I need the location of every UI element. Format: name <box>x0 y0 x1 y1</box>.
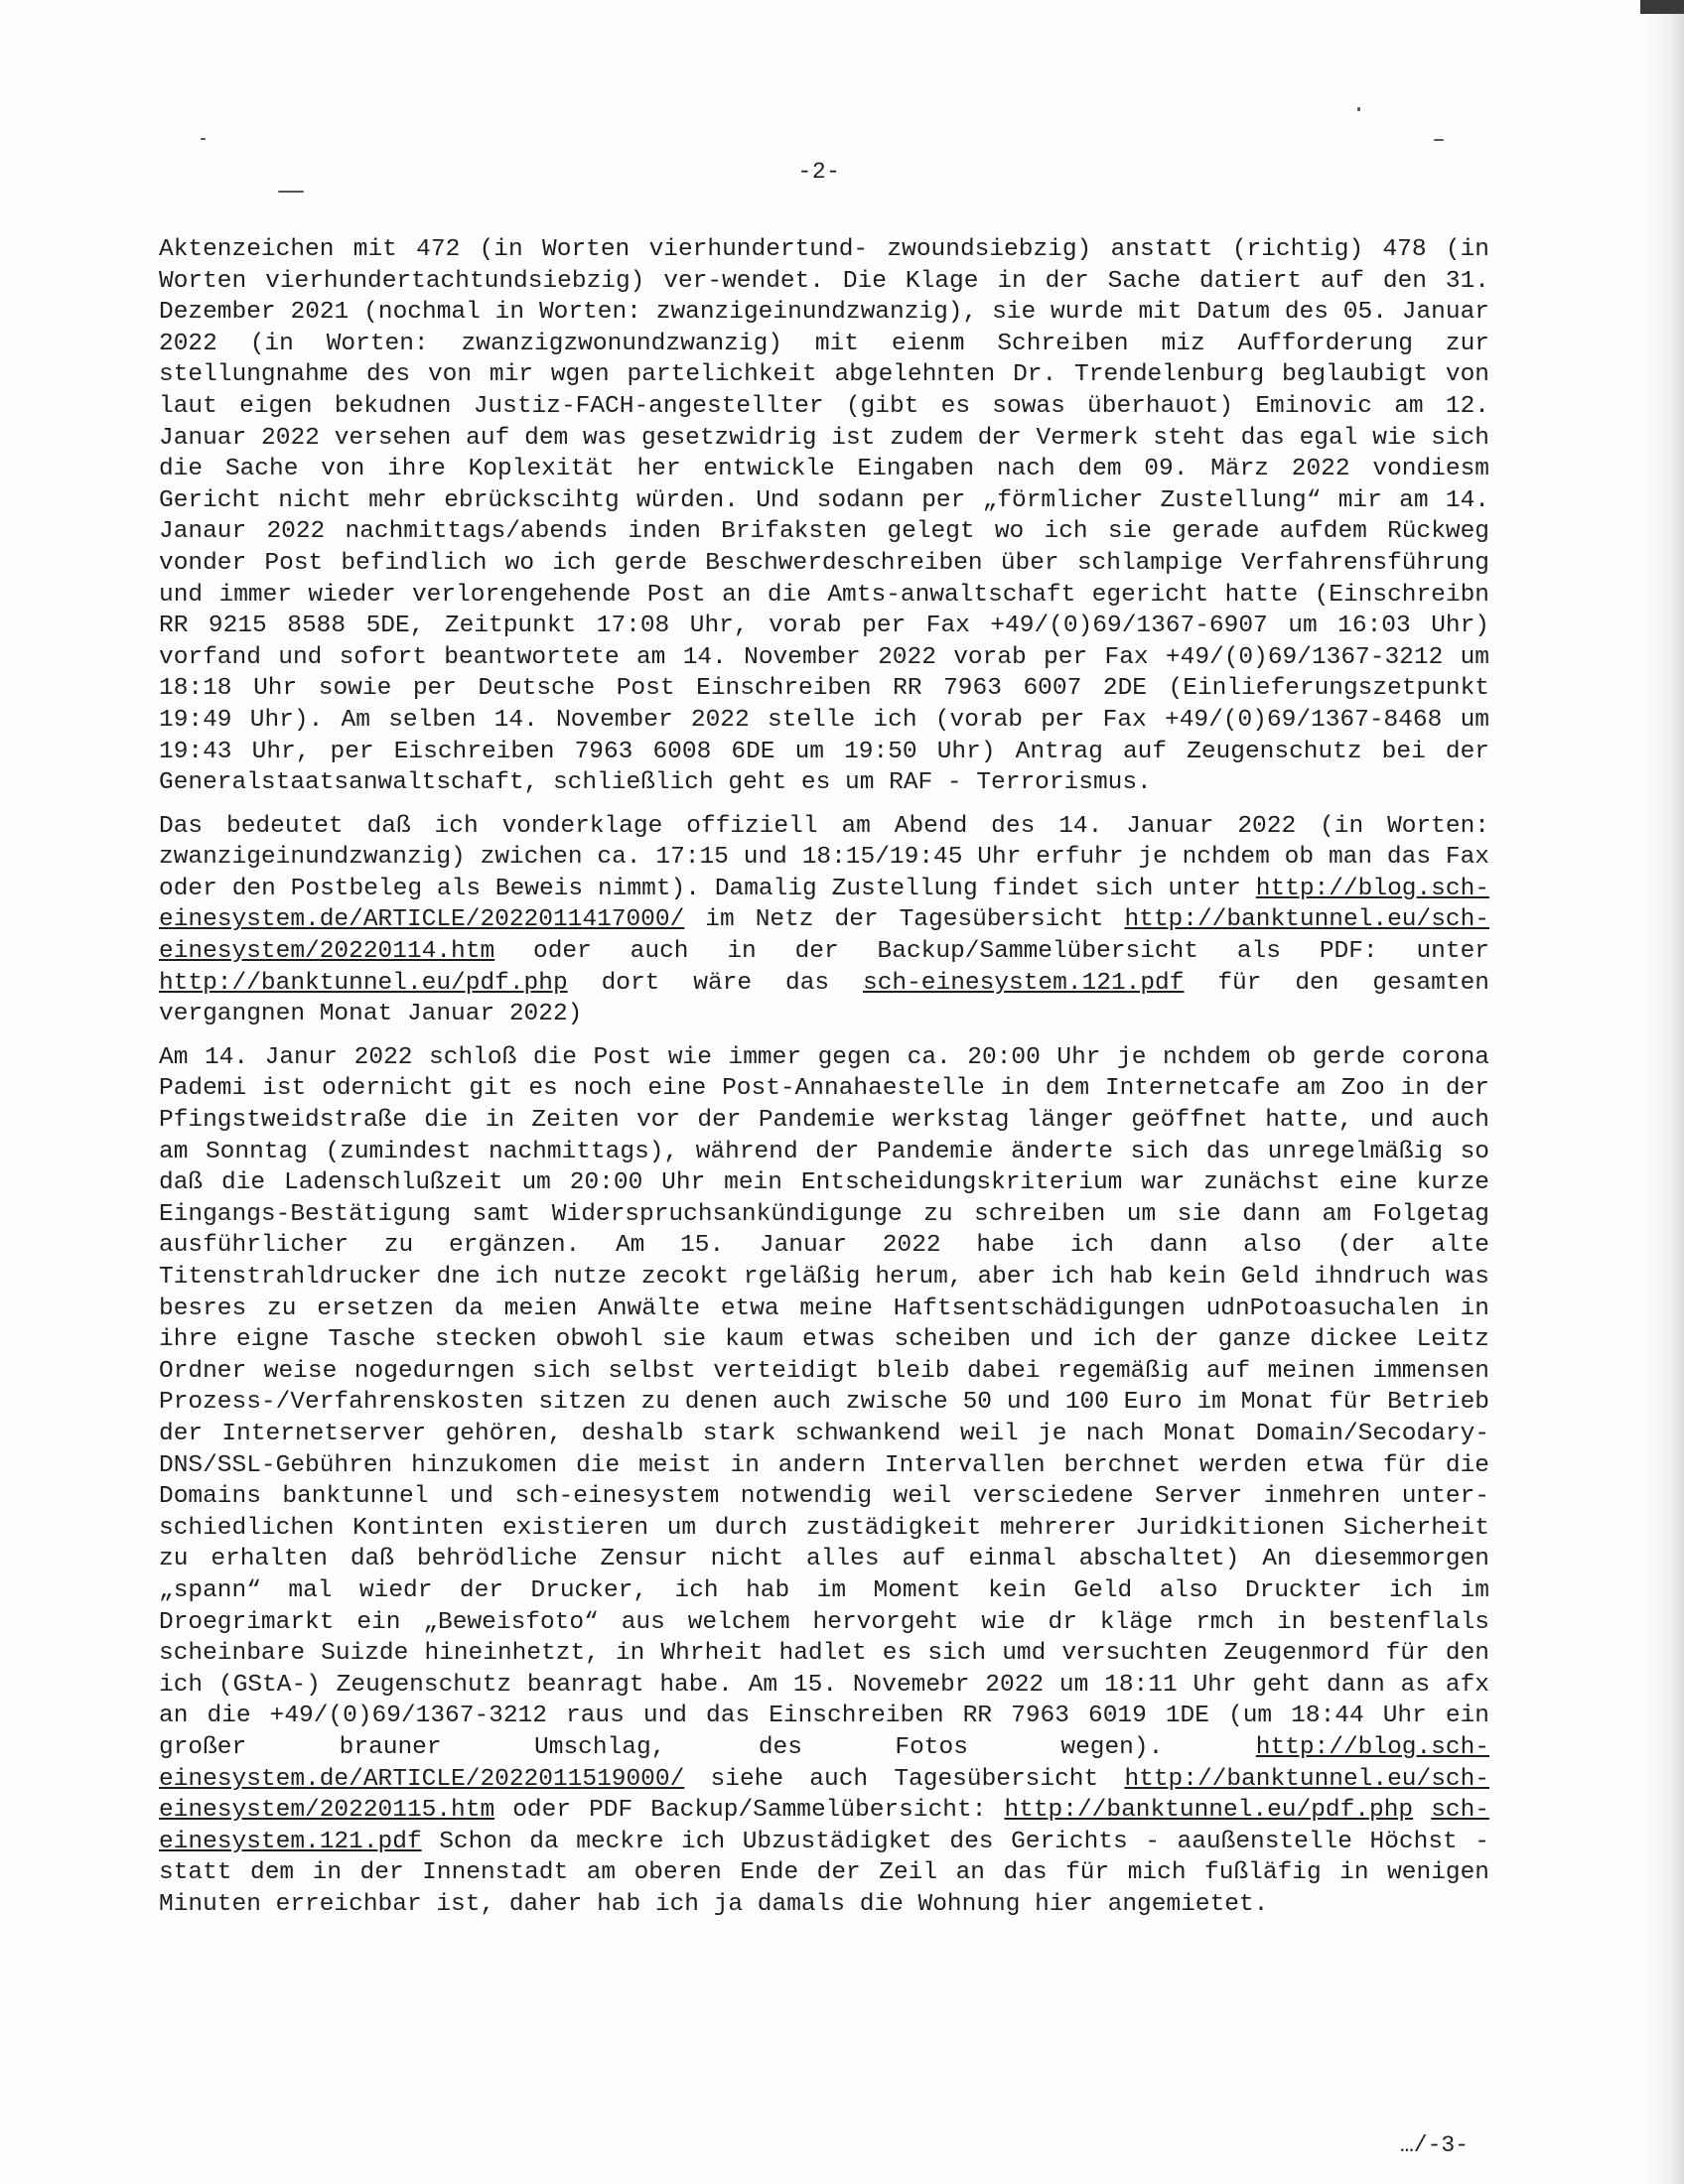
paragraph-text: Das bedeutet daß ich vonderklage offiziell am Abend des 14. Januar 2022 (in Worten: zwanzigeinundzwanzig) zwichen ca. 17:15 und 18:15/19:45 Uhr erfuhr je nchdem ob man das Fax oder den Postbeleg als Beweis nimmt). Damalig Zustellung findet sich unter <box>159 812 1489 902</box>
blog-article-link[interactable]: http://blog.sch-einesystem.de/ARTICLE/2022011417000/ <box>159 875 1489 934</box>
scan-corner-shadow <box>1640 0 1684 14</box>
paragraph-text: oder auch in der Backup/Sammelübersicht als PDF: unter <box>494 938 1489 966</box>
scan-speck <box>1434 139 1444 141</box>
paragraph-3 <box>159 1042 1489 1921</box>
pdf-backup-link[interactable]: http://banktunnel.eu/pdf.php <box>1004 1797 1414 1825</box>
continuation-marker: …/-3- <box>1400 2132 1470 2158</box>
scan-speck <box>1357 107 1360 111</box>
paragraph-text: im Netz der Tagesübersicht <box>684 906 1125 934</box>
daily-overview-link[interactable]: http://banktunnel.eu/sch-einesystem/20220114.htm <box>159 906 1489 966</box>
scan-speck <box>278 191 304 193</box>
paragraph-text: Am 14. Janur 2022 schloß die Post wie immer gegen ca. 20:00 Uhr je nchdem ob gerde corona Pademi ist odernicht git es noch eine Post-Annahaestelle in dem Internetcafe am Zoo in der Pfingstweidstraße die in Zeiten vor der Pandemie werkstag länger geöffnet hatte, und auch am Sonntag (zumindest nachmittags), während der Pandemie änderte sich das unregelmäßig so daß die Ladenschlußzeit um 20:00 Uhr mein Entscheidungskriterium war zunächst eine kurze Eingangs-Bestätigung samt Widerspruchsankündigunge zu schreiben um sie dann am Folgetag ausführlicher zu ergänzen. Am 15. Januar 2022 habe ich dann also (der alte Titenstrahldrucker dne ich nutze zecokt rgeläßig herum, aber ich hab kein Geld ihndruch was besres zu ersetzen da meien Anwälte etwa meine Haftsentschädigungen udnPotoasuchalen in ihre eigne Tasche stecken obwohl sie kaum etwas scheiben und ich der ganze dickee Leitz Ordner weise nogedurngen sich selbst verteidigt bleib dabei regemäßig auf meinen immensen Prozess-/Verfahrenskosten sitzen zu denen auch zwische 50 und 100 Euro im Monat für Betrieb der Internetserver gehören, deshalb stark schwankend weil je nach Monat Domain/Secodary-DNS/SSL-Gebühren hinzukomen die meist in andern Intervallen berchnet werden etwa für die Domains banktunnel und sch-einesystem notwendig weil versciedene Server inmehren unter-schiedlichen Kontinten existieren um durch zustädigkeit mehrerer Juridkitionen Sicherheit zu erhalten daß behrödliche Zensur nicht alles auf einmal abschaltet) An diesemmorgen „spann“ mal wiedr der Drucker, ich hab im Moment kein Geld also Druckter ich im Droegrimarkt ein „Beweisfoto“ aus welchem hervorgeht wie dr kläge rmch in bestenflals scheinbare Suizde hineinhetzt, in Whrheit hadlet es sich umd versuchten Zeugenmord für den ich (GStA-) Zeugenschutz beanragt habe. Am 15. Novemebr 2022 um 18:11 Uhr geht dann as afx an die +49/(0)69/1367-3212 raus und das Einschreiben RR 7963 6019 1DE (um 18:44 Uhr ein großer brauner Umschlag, des Fotos wegen). <box>159 1043 1489 1761</box>
pdf-file-link[interactable]: sch-einesystem.121.pdf <box>863 969 1185 997</box>
scan-page-edge <box>1644 0 1684 2184</box>
blog-article-link[interactable]: http://blog.sch-einesystem.de/ARTICLE/2022011519000/ <box>159 1733 1489 1793</box>
page-number: -2- <box>797 159 841 185</box>
scan-speck <box>201 138 206 140</box>
paragraph-text: Schon da meckre ich Ubzustädigket des Gerichts - aaußenstelle Höchst - statt dem in der Innenstadt am oberen Ende der Zeil an das für mich fußläfig in wenigen Minuten erreichbar ist, daher hab ich ja damals die Wohnung hier angemietet. <box>159 1828 1489 1918</box>
pdf-file-link[interactable]: sch-einesystem.121.pdf <box>159 1797 1489 1855</box>
paragraph-text: oder PDF Backup/Sammelübersicht: <box>494 1797 1005 1825</box>
paragraph-text: dort wäre das <box>567 969 863 997</box>
daily-overview-link[interactable]: http://banktunnel.eu/sch-einesystem/20220115.htm <box>159 1765 1489 1825</box>
pdf-backup-link[interactable]: http://banktunnel.eu/pdf.php <box>159 969 568 997</box>
paragraph-text <box>1413 1797 1431 1824</box>
paragraph-1: Aktenzeichen mit 472 (in Worten vierhundertund- zwoundsiebzig) anstatt (richtig) 478 (in Worten vierhundertachtundsiebzig) ver-wendet. Die Klage in der Sache datiert auf den 31. Dezember 2021 (nochmal in Worten: zwanzigeinundzwanzig), sie wurde mit Datum des 05. Januar 2022 (in Worten: zwanzigzwonundzwanzig) mit eienm Schreiben miz Aufforderung zur stellungnahme des von mir wgen partelichkeit abgelehnten Dr. Trendelenburg beglaubigt von laut eigen bekudnen Justiz-FACH-angestellter (gibt es sowas überhauot) Eminovic am 12. Januar 2022 versehen auf dem was gesetzwidrig ist zudem der Vermerk steht das egal wie sich die Sache von ihre Koplexität her entwickle Eingaben nach dem 09. März 2022 vondiesm Gericht nicht mehr ebrückscihtg würden. Und sodann per „förmlicher Zustellung“ mir am 14. Janaur 2022 nachmittags/abends inden Brifaksten gelegt wo ich sie gerade aufdem Rückweg vonder Post befindlich wo ich gerde Beschwerdeschreiben über schlampige Verfahrensführung und immer wieder verlorengehende Post an die Amts-anwaltschaft egericht hatte (Einschreibn RR 9215 8588 5DE, Zeitpunkt 17:08 Uhr, vorab per Fax +49/(0)69/1367-6907 um 16:03 Uhr) vorfand und sofort beantwortete am 14. November 2022 vorab per Fax +49/(0)69/1367-3212 um 18:18 Uhr sowie per Deutsche Post Einschreiben RR 7963 6007 2DE (Einlieferungszetpunkt 19:49 Uhr). Am selben 14. November 2022 stelle ich (vorab per Fax +49/(0)69/1367-8468 um 19:43 Uhr, per Eischreiben 7963 6008 6DE um 19:50 Uhr) Antrag auf Zeugenschutz bei der Generalstaatsanwaltschaft, schließlich geht es um RAF - Terrorismus. <box>159 236 1489 797</box>
paragraph-2 <box>159 811 1489 1030</box>
paragraph-text: für den gesamten vergangnen Monat Januar 2022) <box>159 969 1489 1028</box>
letter-body <box>159 234 1489 1932</box>
paragraph-text: siehe auch Tagesübersicht <box>684 1765 1125 1793</box>
